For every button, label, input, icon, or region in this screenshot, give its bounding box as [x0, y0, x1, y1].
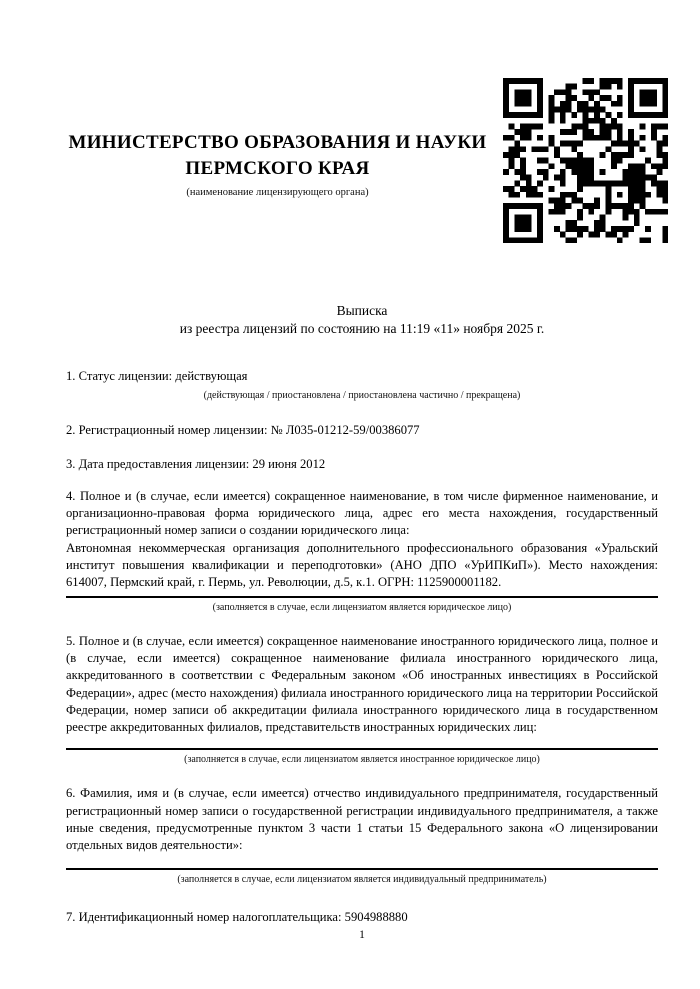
item-1-license-status: 1. Статус лицензии: действующая	[66, 369, 248, 383]
item-2-registration-number: 2. Регистрационный номер лицензии: № Л035-01212-59/00386077	[66, 423, 420, 438]
item-4-legal-entity-heading: 4. Полное и (в случае, если имеется) сокращенное наименование, в том числе фирменное наименование, и организационно-правовая форма юридического лица, адрес его места нахождения, государственный регистрационный номер записи о создании юридического лица:	[66, 488, 658, 538]
qr-code-icon	[503, 78, 668, 243]
document-body	[66, 368, 658, 926]
item-5-caption: (заполняется в случае, если лицензиатом является иностранное юридическое лицо)	[184, 754, 540, 766]
ministry-name-line2: ПЕРМСКОГО КРАЯ	[185, 158, 370, 179]
item-4-legal-entity-value: Автономная некоммерческая организация дополнительного профессионального образования «Уральский институт повышения квалификации и переподготовки» (АНО ДПО «УрИПКиП»). Место нахождения: 614007, Пермский край, г. Пермь, ул. Революции, д.5, к.1. ОГРН: 1125900001182.	[66, 540, 658, 590]
document-title: Выписка	[336, 303, 388, 318]
item-3-grant-date: 3. Дата предоставления лицензии: 29 июня 2012	[66, 456, 326, 471]
ministry-name-line1: МИНИСТЕРСТВО ОБРАЗОВАНИЯ И НАУКИ	[68, 132, 487, 153]
item-5-fill-line	[66, 748, 658, 750]
item-6-entrepreneur-heading: 6. Фамилия, имя и (в случае, если имеется) отчество индивидуального предпринимателя, государственный регистрационный номер записи о государственной регистрации индивидуального предпринимателя, а также иные сведения, предусмотренные пунктом 3 части 1 статьи 15 Федерального закона «О лицензировании отдельных видов деятельности»:	[66, 786, 658, 853]
document-title-block	[66, 302, 658, 338]
item-4-caption: (заполняется в случае, если лицензиатом является юридическое лицо)	[212, 601, 512, 613]
item-6-caption: (заполняется в случае, если лицензиатом является индивидуальный предприниматель)	[177, 873, 547, 885]
page-number: 1	[359, 929, 365, 941]
qr-code-svg	[503, 78, 668, 243]
item-6-fill-line	[66, 868, 658, 870]
item-1-caption: (действующая / приостановлена / приостановлена частично / прекращена)	[203, 390, 521, 402]
document-subtitle: из реестра лицензий по состоянию на 11:19 «11» ноября 2025 г.	[179, 321, 545, 336]
ministry-caption: (наименование лицензирующего органа)	[186, 187, 369, 198]
item-5-foreign-entity-heading: 5. Полное и (в случае, если имеется) сокращенное наименование иностранного юридического лица, полное и (в случае, если имеется) сокращенное наименование филиала иностранного юридического лица, аккредитованного в соответствии с Федеральным законом «Об иностранных инвестициях в Российской Федерации», адрес (место нахождения) филиала иностранного юридического лица на территории Российской Федерации, номер записи об аккредитации филиала иностранного юридического лица в государственном реестре аккредитованных филиалов, представительств иностранных юридических лиц:	[66, 633, 658, 735]
item-4-fill-line	[66, 596, 658, 598]
licensing-authority-header	[0, 130, 555, 198]
item-7-taxpayer-number: 7. Идентификационный номер налогоплательщика: 5904988880	[66, 909, 408, 924]
